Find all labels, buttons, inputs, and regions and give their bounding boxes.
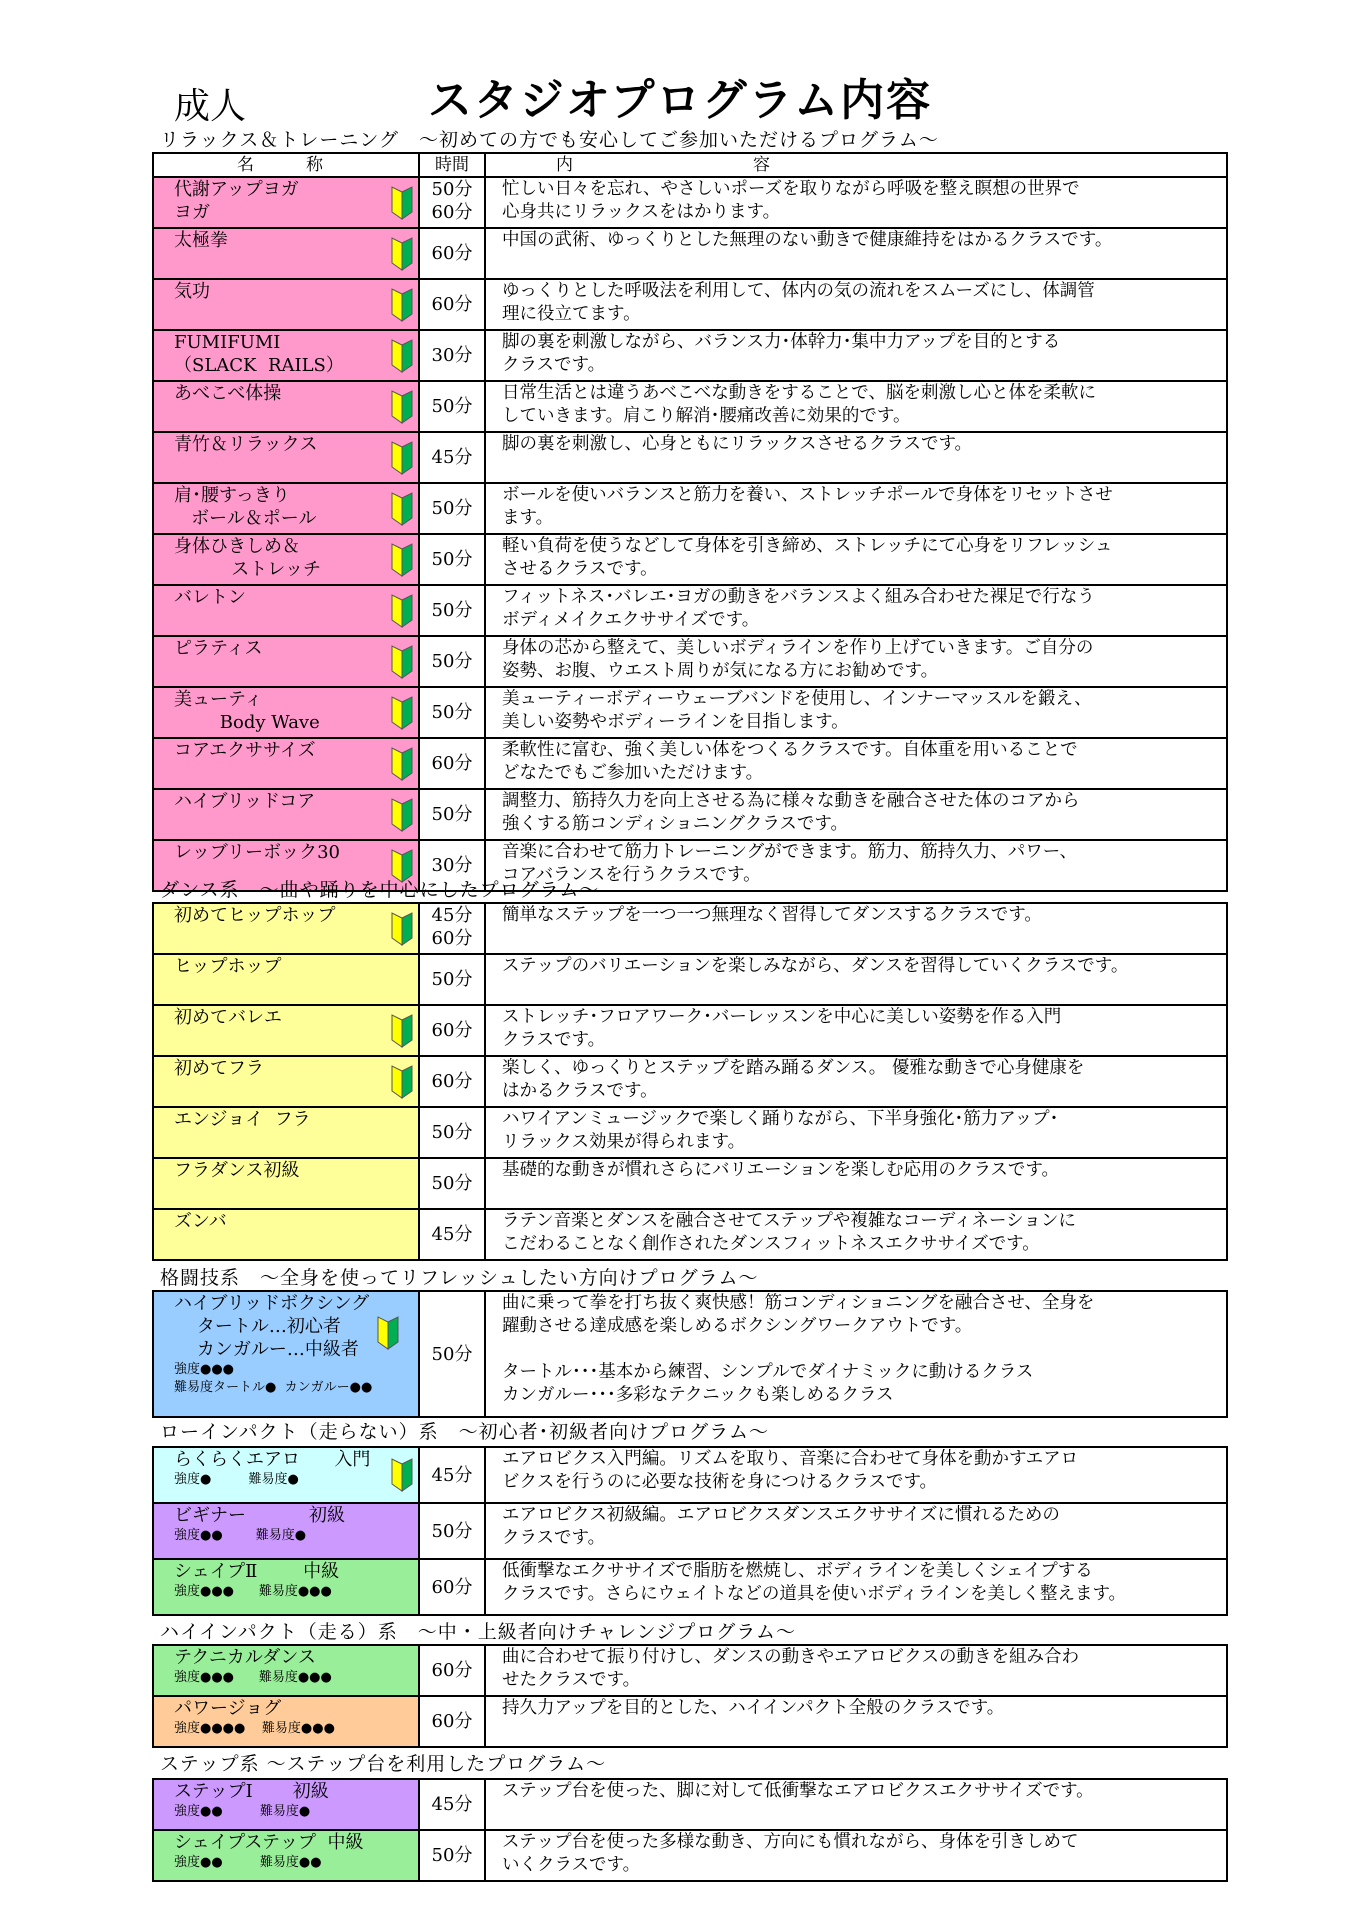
program-time: 60分 (419, 279, 485, 330)
beginner-mark-icon (390, 441, 414, 475)
program-time: 45分 60分 (419, 903, 485, 954)
table-row (153, 483, 1227, 534)
beginner-mark-icon (376, 1316, 400, 1350)
program-desc: 調整力、筋持久力を向上させる為に様々な動きを融合させた体のコアから 強くする筋コンディショニングクラスです。 (485, 789, 1227, 840)
program-name: 身体ひきしめ＆ ストレッチ (174, 536, 322, 580)
program-name-cell (153, 483, 419, 534)
table-header-row (153, 153, 1227, 177)
program-name-cell (153, 1107, 419, 1158)
program-desc: ボールを使いバランスと筋力を養い、ストレッチポールで身体をリセットさせ ます。 (485, 483, 1227, 534)
program-time: 60分 (419, 1696, 485, 1747)
program-name-cell (153, 432, 419, 483)
program-name-cell (153, 1056, 419, 1107)
program-desc: 柔軟性に富む、強く美しい体をつくるクラスです。自体重を用いることで どなたでもご参加いただけます。 (485, 738, 1227, 789)
program-desc: 曲に合わせて振り付けし、ダンスの動きやエアロビクスの動きを組み合わ せたクラスです。 (485, 1645, 1227, 1696)
program-name: フラダンス初級 (174, 1160, 300, 1181)
program-name: ヒップホップ (174, 956, 282, 977)
program-name: ハイブリッドコア (174, 791, 316, 812)
program-desc: 曲に乗って拳を打ち抜く爽快感！筋コンディショニングを融合させ、全身を 躍動させる達成感を楽しめるボクシングワークアウトです。 タートル･･･基本から練習、シンプルでダイナミックに動けるクラス カンガルー･･･多彩なテクニックも楽しめるクラス (485, 1291, 1227, 1417)
program-level: 強度●● 難易度● (174, 1528, 307, 1543)
table-row (153, 1447, 1227, 1503)
beginner-mark-icon (390, 1458, 414, 1492)
beginner-mark-icon (390, 747, 414, 781)
program-desc: 脚の裏を刺激し、心身ともにリラックスさせるクラスです。 (485, 432, 1227, 483)
program-name: 初めてヒップホップ (174, 905, 336, 926)
table-row (153, 534, 1227, 585)
program-name-cell (153, 1645, 419, 1696)
program-desc: 美ューティーボディーウェーブバンドを使用し、インナーマッスルを鍛え、 美しい姿勢やボディーラインを目指します。 (485, 687, 1227, 738)
program-time: 30分 (419, 840, 485, 891)
program-name-cell (153, 1696, 419, 1747)
program-name: 初めてバレエ (174, 1007, 282, 1028)
program-desc: 持久力アップを目的とした、ハイインパクト全般のクラスです。 (485, 1696, 1227, 1747)
adult-label: 成人 (174, 86, 247, 127)
program-time: 50分 (419, 1503, 485, 1559)
program-name: ピラティス (174, 638, 263, 659)
program-name: 初めてフラ (174, 1058, 264, 1079)
program-time: 50分 (419, 636, 485, 687)
program-name-cell (153, 954, 419, 1005)
table-row (153, 636, 1227, 687)
section-dance: ダンス系 ～曲や踊りを中心にしたプログラム～ (160, 879, 600, 901)
program-time: 50分 (419, 483, 485, 534)
program-name: ハイブリッドボクシング タートル…初心者 カンガルー…中級者 (174, 1293, 370, 1360)
program-name: コアエクササイズ (174, 740, 316, 761)
program-level: 強度●● 難易度●● (174, 1855, 322, 1870)
program-time: 50分 (419, 1158, 485, 1209)
beginner-mark-icon (390, 1065, 414, 1099)
program-time: 60分 (419, 1005, 485, 1056)
table-row (153, 381, 1227, 432)
program-desc: 低衝撃なエクササイズで脂肪を燃焼し、ボディラインを美しくシェイプする クラスです。さらにウェイトなどの道具を使いボディラインを美しく整えます。 (485, 1559, 1227, 1615)
program-time: 50分 (419, 1107, 485, 1158)
program-level: 強度●● 難易度● (174, 1804, 311, 1819)
program-time: 50分 (419, 534, 485, 585)
program-level: 強度●●● 難易度●●● (174, 1584, 332, 1599)
program-desc: ラテン音楽とダンスを融合させてステップや複雑なコーディネーションに こだわることなく創作されたダンスフィットネスエクササイズです。 (485, 1209, 1227, 1260)
program-time: 50分 60分 (419, 177, 485, 228)
program-name-cell (153, 1158, 419, 1209)
beginner-mark-icon (390, 492, 414, 526)
program-name-cell (153, 177, 419, 228)
table-row (153, 228, 1227, 279)
program-name: レッブリーボック30 (174, 842, 341, 863)
program-time: 60分 (419, 1056, 485, 1107)
program-level: 強度●●● 難易度●●● (174, 1670, 332, 1685)
relax-table (152, 152, 1228, 892)
program-name-cell (153, 330, 419, 381)
section-step: ステップ系 ～ステップ台を利用したプログラム～ (160, 1753, 607, 1775)
program-name: ビギナー 初級 (174, 1505, 345, 1526)
program-name: FUMIFUMI （SLACK RAILS） (174, 332, 344, 376)
program-desc: 身体の芯から整えて、美しいボディラインを作り上げていきます。ご自分の 姿勢、お腹、ウエスト周りが気になる方にお勧めです。 (485, 636, 1227, 687)
program-desc: 忙しい日々を忘れ、やさしいポーズを取りながら呼吸を整え瞑想の世界で 心身共にリラックスをはかります。 (485, 177, 1227, 228)
table-row (153, 1107, 1227, 1158)
program-name-cell (153, 1830, 419, 1881)
program-desc: 楽しく、ゆっくりとステップを踏み踊るダンス。 優雅な動きで心身健康を はかるクラスです。 (485, 1056, 1227, 1107)
beginner-mark-icon (390, 594, 414, 628)
program-time: 30分 (419, 330, 485, 381)
low-impact-table (152, 1446, 1228, 1616)
program-name: パワージョグ (174, 1698, 282, 1719)
program-name: ズンバ (174, 1211, 227, 1232)
program-desc: ステップのバリエーションを楽しみながら、ダンスを習得していくクラスです。 (485, 954, 1227, 1005)
page-title: スタジオプログラム内容 (427, 75, 933, 126)
table-row (153, 279, 1227, 330)
beginner-mark-icon (390, 798, 414, 832)
table-row (153, 1503, 1227, 1559)
program-name-cell (153, 228, 419, 279)
table-row (153, 177, 1227, 228)
section-fight: 格闘技系 ～全身を使ってリフレッシュしたい方向けプログラム～ (160, 1267, 759, 1289)
beginner-mark-icon (390, 237, 414, 271)
program-name-cell (153, 789, 419, 840)
section-relax: リラックス＆トレーニング ～初めての方でも安心してご参加いただけるプログラム～ (160, 129, 939, 151)
table-row (153, 1209, 1227, 1260)
program-desc: エアロビクス入門編。リズムを取り、音楽に合わせて身体を動かすエアロ ビクスを行うのに必要な技術を身につけるクラスです。 (485, 1447, 1227, 1503)
program-time: 45分 (419, 432, 485, 483)
table-row (153, 1696, 1227, 1747)
program-name: あべこべ体操 (174, 383, 282, 404)
program-time: 50分 (419, 1291, 485, 1417)
table-row (153, 330, 1227, 381)
beginner-mark-icon (390, 696, 414, 730)
program-name: シェイプⅡ 中級 (174, 1561, 340, 1582)
program-name: 青竹＆リラックス (174, 434, 318, 455)
table-row (153, 954, 1227, 1005)
program-name-cell (153, 1209, 419, 1260)
table-row (153, 1158, 1227, 1209)
program-name-cell (153, 636, 419, 687)
table-row (153, 1645, 1227, 1696)
header-time: 時間 (419, 153, 485, 177)
program-desc: ハワイアンミュージックで楽しく踊りながら、下半身強化･筋力アップ･ リラックス効果が得られます。 (485, 1107, 1227, 1158)
program-desc: 脚の裏を刺激しながら、バランス力･体幹力･集中力アップを目的とする クラスです。 (485, 330, 1227, 381)
program-desc: 日常生活とは違うあべこべな動きをすることで、脳を刺激し心と体を柔軟に していきます。肩こり解消･腰痛改善に効果的です。 (485, 381, 1227, 432)
beginner-mark-icon (390, 1014, 414, 1048)
program-level: 強度● 難易度● (174, 1472, 299, 1487)
program-desc: エアロビクス初級編。エアロビクスダンスエクササイズに慣れるための クラスです。 (485, 1503, 1227, 1559)
program-time: 45分 (419, 1209, 485, 1260)
program-name-cell (153, 738, 419, 789)
program-name: ステップⅠ 初級 (174, 1781, 329, 1802)
program-name: らくらくエアロ 入門 (174, 1449, 371, 1470)
program-level: 強度●●●● 難易度●●● (174, 1721, 335, 1736)
beginner-mark-icon (390, 288, 414, 322)
table-row (153, 585, 1227, 636)
table-row (153, 903, 1227, 954)
table-row (153, 1559, 1227, 1615)
program-name-cell (153, 1503, 419, 1559)
program-desc: ステップ台を使った多様な動き、方向にも慣れながら、身体を引きしめて いくクラスです。 (485, 1830, 1227, 1881)
high-impact-table (152, 1644, 1228, 1748)
table-row (153, 1779, 1227, 1830)
program-name-cell (153, 687, 419, 738)
program-time: 50分 (419, 585, 485, 636)
program-name: 美ューティ Body Wave (174, 689, 320, 733)
table-row (153, 1291, 1227, 1417)
beginner-mark-icon (390, 645, 414, 679)
program-name-cell (153, 279, 419, 330)
program-time: 45分 (419, 1447, 485, 1503)
program-name: テクニカルダンス (174, 1647, 316, 1668)
beginner-mark-icon (390, 912, 414, 946)
program-time: 60分 (419, 738, 485, 789)
program-name-cell (153, 903, 419, 954)
header-name: 名称 (153, 153, 419, 177)
dance-table (152, 902, 1228, 1261)
program-name-cell (153, 1005, 419, 1056)
program-name-cell (153, 1447, 419, 1503)
beginner-mark-icon (390, 390, 414, 424)
program-desc: ステップ台を使った、脚に対して低衝撃なエアロビクスエクササイズです。 (485, 1779, 1227, 1830)
program-time: 50分 (419, 687, 485, 738)
program-time: 60分 (419, 228, 485, 279)
header-desc: 内容 (485, 153, 1227, 177)
table-row (153, 1830, 1227, 1881)
program-desc: 基礎的な動きが慣れさらにバリエーションを楽しむ応用のクラスです。 (485, 1158, 1227, 1209)
program-time: 45分 (419, 1779, 485, 1830)
program-desc: 軽い負荷を使うなどして身体を引き締め、ストレッチにて心身をリフレッシュ させるクラスです。 (485, 534, 1227, 585)
program-name-cell (153, 1559, 419, 1615)
fight-table (152, 1290, 1228, 1418)
beginner-mark-icon (390, 339, 414, 373)
program-time: 50分 (419, 954, 485, 1005)
program-name: 気功 (174, 281, 210, 302)
step-table (152, 1778, 1228, 1882)
program-name: 太極拳 (174, 230, 228, 251)
program-time: 50分 (419, 1830, 485, 1881)
beginner-mark-icon (390, 186, 414, 220)
section-low: ローインパクト（走らない）系 ～初心者･初級者向けプログラム～ (160, 1421, 769, 1443)
section-high: ハイインパクト（走る）系 ～中・上級者向けチャレンジプログラム～ (160, 1621, 797, 1643)
program-desc: 中国の武術、ゆっくりとした無理のない動きで健康維持をはかるクラスです。 (485, 228, 1227, 279)
program-name-cell (153, 381, 419, 432)
program-desc: ストレッチ･フロアワーク･バーレッスンを中心に美しい姿勢を作る入門 クラスです。 (485, 1005, 1227, 1056)
table-row (153, 789, 1227, 840)
program-name: 肩･腰すっきり ボール＆ポール (174, 485, 317, 529)
program-name: バレトン (174, 587, 246, 608)
program-desc: ゆっくりとした呼吸法を利用して、体内の気の流れをスムーズにし、体調管 理に役立てます。 (485, 279, 1227, 330)
program-name-cell (153, 534, 419, 585)
program-difficulty: 難易度タートル● カンガルー●● (174, 1380, 373, 1395)
program-time: 50分 (419, 789, 485, 840)
program-desc: フィットネス･バレエ･ヨガの動きをバランスよく組み合わせた裸足で行なう ボディメイクエクササイズです。 (485, 585, 1227, 636)
program-desc: 音楽に合わせて筋力トレーニングができます。筋力、筋持久力、パワー、 コアバランスを行うクラスです。 (485, 840, 1227, 891)
beginner-mark-icon (390, 543, 414, 577)
program-name-cell (153, 1291, 419, 1417)
table-row (153, 1005, 1227, 1056)
table-row (153, 738, 1227, 789)
program-desc: 簡単なステップを一つ一つ無理なく習得してダンスするクラスです。 (485, 903, 1227, 954)
program-name: シェイプステップ 中級 (174, 1832, 364, 1853)
program-name-cell (153, 1779, 419, 1830)
program-time: 60分 (419, 1559, 485, 1615)
program-name: エンジョイ フラ (174, 1109, 311, 1130)
program-time: 60分 (419, 1645, 485, 1696)
program-intensity: 強度●●● (174, 1362, 235, 1377)
program-name-cell (153, 585, 419, 636)
table-row (153, 432, 1227, 483)
program-name: 代謝アップヨガ ヨガ (174, 179, 299, 223)
table-row (153, 1056, 1227, 1107)
table-row (153, 687, 1227, 738)
program-time: 50分 (419, 381, 485, 432)
